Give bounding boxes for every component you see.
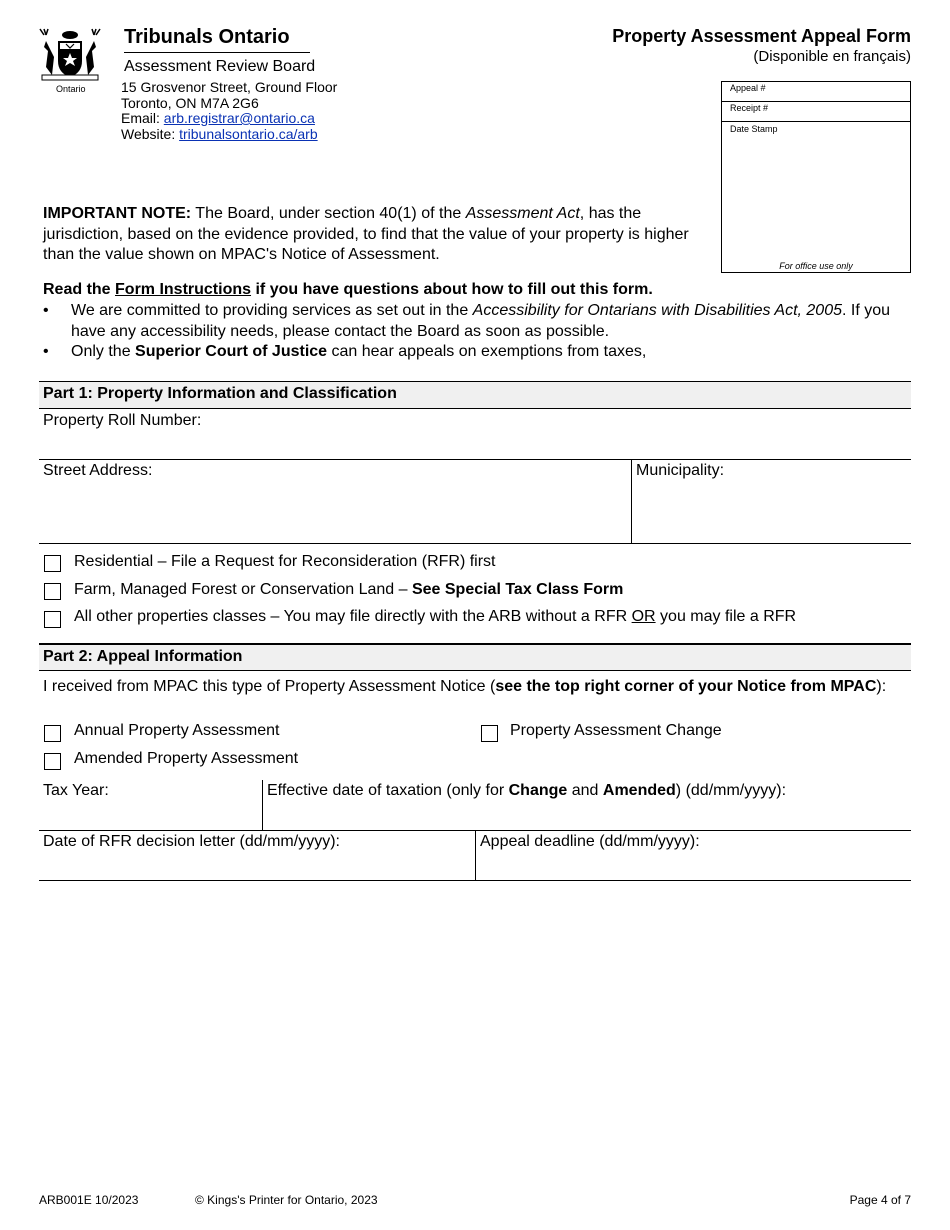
farm-checkbox[interactable] [44,583,61,600]
instructions-suffix: if you have questions about how to fill out this form. [251,281,653,298]
amended-assessment-checkbox[interactable] [44,753,61,770]
tax-year-input[interactable] [39,780,261,829]
divider-line [39,543,911,544]
municipality-input[interactable] [632,460,911,543]
effective-and: and [567,782,603,799]
part-1-header: Part 1: Property Information and Classification [39,381,911,409]
bullet-dot-icon: • [43,343,49,360]
farm-option-label [74,581,623,599]
notice-prompt-bold: see the top right corner of your Notice from MPAC [495,678,877,695]
note-text-2: , has the jurisdiction, based on the evidence provided, to find that the value of your property is higher than the value shown on MPAC's Notice of Assessment. [43,205,689,263]
municipality-label: Municipality: [636,462,725,479]
address-line-2: Toronto, ON M7A 2G6 [121,94,259,111]
form-instructions-link[interactable]: Form Instructions [115,281,252,298]
effective-amended: Amended [602,782,676,799]
email-label: Email: [121,110,160,126]
notice-type-prompt [43,677,903,697]
notice-bullets [43,301,913,363]
street-address-label: Street Address: [43,462,153,479]
rfr-decision-date-input[interactable] [39,855,474,880]
appeal-deadline-input[interactable] [476,855,911,880]
bullet-2-text-2: can hear appeals on exemptions from taxes, [327,343,647,360]
copyright: © Kings's Printer for Ontario, 2023 [195,1193,378,1207]
bullet-dot-icon: • [43,302,49,319]
office-use-box [721,81,911,273]
part-2-header: Part 2: Appeal Information [39,643,911,671]
note-act-name: Assessment Act [465,205,580,222]
appeal-deadline-label: Appeal deadline (dd/mm/yyyy): [480,833,700,850]
receipt-number-field: Receipt # [722,102,910,122]
french-availability-note: (Disponible en français) [753,48,911,65]
effective-text-2: ) (dd/mm/yyyy): [675,782,787,799]
instructions-prefix: Read the [43,281,116,298]
address-line-1: 15 Grosvenor Street, Ground Floor [121,79,338,95]
page-number: Page 4 of 7 [849,1193,911,1207]
other-properties-checkbox[interactable] [44,611,61,628]
roll-number-input[interactable] [39,410,911,458]
divider-line [39,880,911,881]
rfr-decision-date-label: Date of RFR decision letter (dd/mm/yyyy): [43,833,340,850]
exemptions-bullet [43,342,913,363]
email-line [121,111,337,127]
annual-assessment-checkbox[interactable] [44,725,61,742]
other-option-text-2: you may file a RFR [655,608,797,625]
email-link[interactable]: arb.registrar@ontario.ca [163,110,315,126]
date-stamp-field: Date Stamp [730,124,778,134]
residential-checkbox[interactable] [44,555,61,572]
instructions-line [43,281,653,299]
residential-option-label: Residential – File a Request for Reconsideration (RFR) first [74,553,496,570]
effective-date-label [267,782,786,800]
office-use-caption: For office use only [779,261,853,271]
farm-option-text: Farm, Managed Forest or Conservation Land – [74,581,412,598]
other-option-or: OR [631,608,656,625]
effective-text-1: Effective date of taxation (only for [267,782,509,799]
website-line [121,127,337,143]
contact-address [121,80,337,142]
note-lead: IMPORTANT NOTE: [43,205,192,222]
bullet-1-act: Accessibility for Ontarians with Disabilities Act, 2005 [472,302,842,319]
bullet-2-court: Superior Court of Justice [135,343,328,360]
amended-assessment-label: Amended Property Assessment [74,750,299,767]
assessment-change-label: Property Assessment Change [510,722,722,739]
street-address-input[interactable] [39,460,631,543]
assessment-change-checkbox[interactable] [481,725,498,742]
website-link[interactable]: tribunalsontario.ca/arb [179,125,318,142]
bullet-1-text-1: We are committed to providing services as set out in the [71,302,473,319]
website-label: Website: [121,125,176,142]
notice-prompt-text-2: ): [876,678,887,695]
bullet-2-text-1: Only the [71,343,136,360]
appeal-number-field: Appeal # [722,82,910,102]
effective-change: Change [508,782,568,799]
accessibility-bullet [43,301,913,342]
bullet-1-text-2: . If you have any accessibility needs, please contact the Board as soon as possible. [71,302,891,340]
notice-prompt-text-1: I received from MPAC this type of Property Assessment Notice ( [43,678,496,695]
logo-caption: Ontario [56,84,86,94]
note-text-1: The Board, under section 40(1) of the [191,205,466,222]
effective-date-input[interactable] [263,804,911,829]
other-properties-option-label [74,608,796,626]
organization-name: Tribunals Ontario [124,26,290,48]
special-tax-class-form-reference: See Special Tax Class Form [411,581,624,598]
board-name: Assessment Review Board [124,58,316,75]
tax-year-label: Tax Year: [43,782,109,799]
roll-number-label: Property Roll Number: [43,412,202,429]
form-title: Property Assessment Appeal Form [612,26,911,46]
important-note [43,204,703,266]
other-option-text-1: All other properties classes – You may file directly with the ARB without a RFR [74,608,632,625]
annual-assessment-label: Annual Property Assessment [74,722,280,739]
form-code: ARB001E 10/2023 [39,1193,139,1207]
organization-divider [124,52,310,53]
